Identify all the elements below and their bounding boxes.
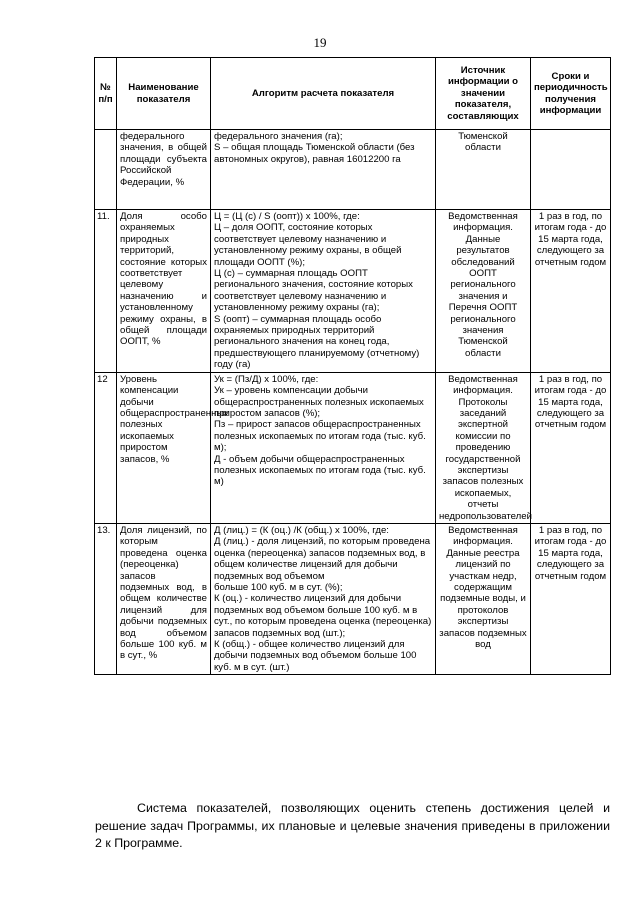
terms-cell: 1 раз в год, по итогам года - до 15 марта года, следующего за отчетным годом [531,210,611,373]
algorithm-line: К (общ.) - общее количество лицензий для добычи подземных вод объемом больше 100 куб. м в сут. (шт.) [214,639,417,673]
table-row [95,210,611,373]
page-number: 19 [313,35,327,50]
algorithm-line: Ук = (Пз/Д) х 100%, где: [214,373,319,385]
table-row [95,130,611,210]
terms-cell: 1 раз в год, по итогам года - до 15 марта года, следующего за отчетным годом [531,523,611,674]
header-algorithm: Алгоритм расчета показателя [211,58,436,130]
algorithm-line: К (оц.) - количество лицензий для добычи подземных вод объемом больше 100 куб. м в сут., по которым проведена оценка (переоценка) запасов подземных вод (шт.); [214,593,432,639]
algorithm-line: Ц (с) – суммарная площадь ООПТ регионального значения, состояние которых соответствует целевому назначению и установленному режиму охраны (га); [214,268,413,314]
source-cell: Ведомственная информация. Данные результатов обследований ООПТ регионального значения и Перечня ООПТ регионального значения Тюменской области [436,210,531,373]
header-terms: Сроки и периодичность получения информации [531,58,611,130]
terms-cell [531,130,611,210]
table-header-row [95,58,611,130]
indicator-name: Уровень компенсации добычи общераспространенных полезных ископаемых приростом запасов, % [117,372,211,523]
header-name: Наименование показателя [117,58,211,130]
algorithm-line: Ц = (Ц (с) / S (оопт)) х 100%, где: [214,211,360,222]
algorithm-line: Пз – прирост запасов общераспространенных полезных ископаемых по итогам года (тыс. куб. м); [214,419,426,454]
indicators-table [94,57,611,675]
source-cell: Ведомственная информация. Протоколы заседаний экспертной комиссии по проведению государственной экспертизы запасов полезных ископаемых, отчеты недропользователей [436,372,531,523]
header-num: № п/п [95,58,117,130]
algorithm-line: Д (лиц.) = (К (оц.) /К (общ.) х 100%, где: [214,524,389,536]
row-num: 11. [95,210,117,373]
source-cell: Тюменской области [436,130,531,210]
algorithm-line: федерального значения (га); [214,131,343,142]
row-num: 12 [95,372,117,523]
table-row [95,523,611,674]
row-num [95,130,117,210]
algorithm-cell [211,130,436,210]
row-num: 13. [95,523,117,674]
indicator-name: федерального значения, в общей площади субъекта Российской Федерации, % [117,130,211,210]
algorithm-line: больше 100 куб. м в сут. (%); [214,582,343,593]
indicator-name: Доля лицензий, по которым проведена оценка (переоценка) запасов подземных вод, в общем количестве лицензий для добычи подземных вод объемом больше 100 куб. м в сут., % [117,523,211,674]
algorithm-cell [211,523,436,674]
summary-paragraph: Система показателей, позволяющих оценить степень достижения целей и решение задач Программы, их плановые и целевые значения приведены в приложении 2 к Программе. [95,801,610,851]
algorithm-cell [211,210,436,373]
algorithm-line: Ц – доля ООПТ, состояние которых соответствует целевому назначению и установленному режиму охраны, в общей площади ООПТ (%); [214,222,402,268]
algorithm-line: Ук – уровень компенсации добычи общераспространенных полезных ископаемых приростом запасов (%); [214,385,424,419]
algorithm-line: Д (лиц.) - доля лицензий, по которым проведена оценка (переоценка) запасов подземных вод, в общем количестве лицензий для добычи подземных вод объемом [214,536,431,582]
algorithm-line: Д - объем добычи общераспространенных полезных ископаемых по итогам года (тыс. куб. м) [214,453,426,488]
algorithm-cell [211,372,436,523]
source-cell: Ведомственная информация. Данные реестра лицензий по участкам недр, содержащим подземные воды, и протоколов экспертизы запасов подземных вод [436,523,531,674]
indicator-name: Доля особо охраняемых природных территорий, состояние которых соответствует целевому назначению и установленному режиму охраны, в общей площади ООПТ, % [117,210,211,373]
algorithm-line: S – общая площадь Тюменской области (без автономных округов), равная 16012200 га [214,142,415,165]
table-row [95,372,611,523]
header-source: Источник информации о значении показателя, составляющих [436,58,531,130]
algorithm-line: S (оопт) – суммарная площадь особо охраняемых природных территорий регионального значения на конец года, предшествующего планируемому (отчетному) году (га) [214,313,420,371]
terms-cell: 1 раз в год, по итогам года - до 15 марта года, следующего за отчетным годом [531,372,611,523]
